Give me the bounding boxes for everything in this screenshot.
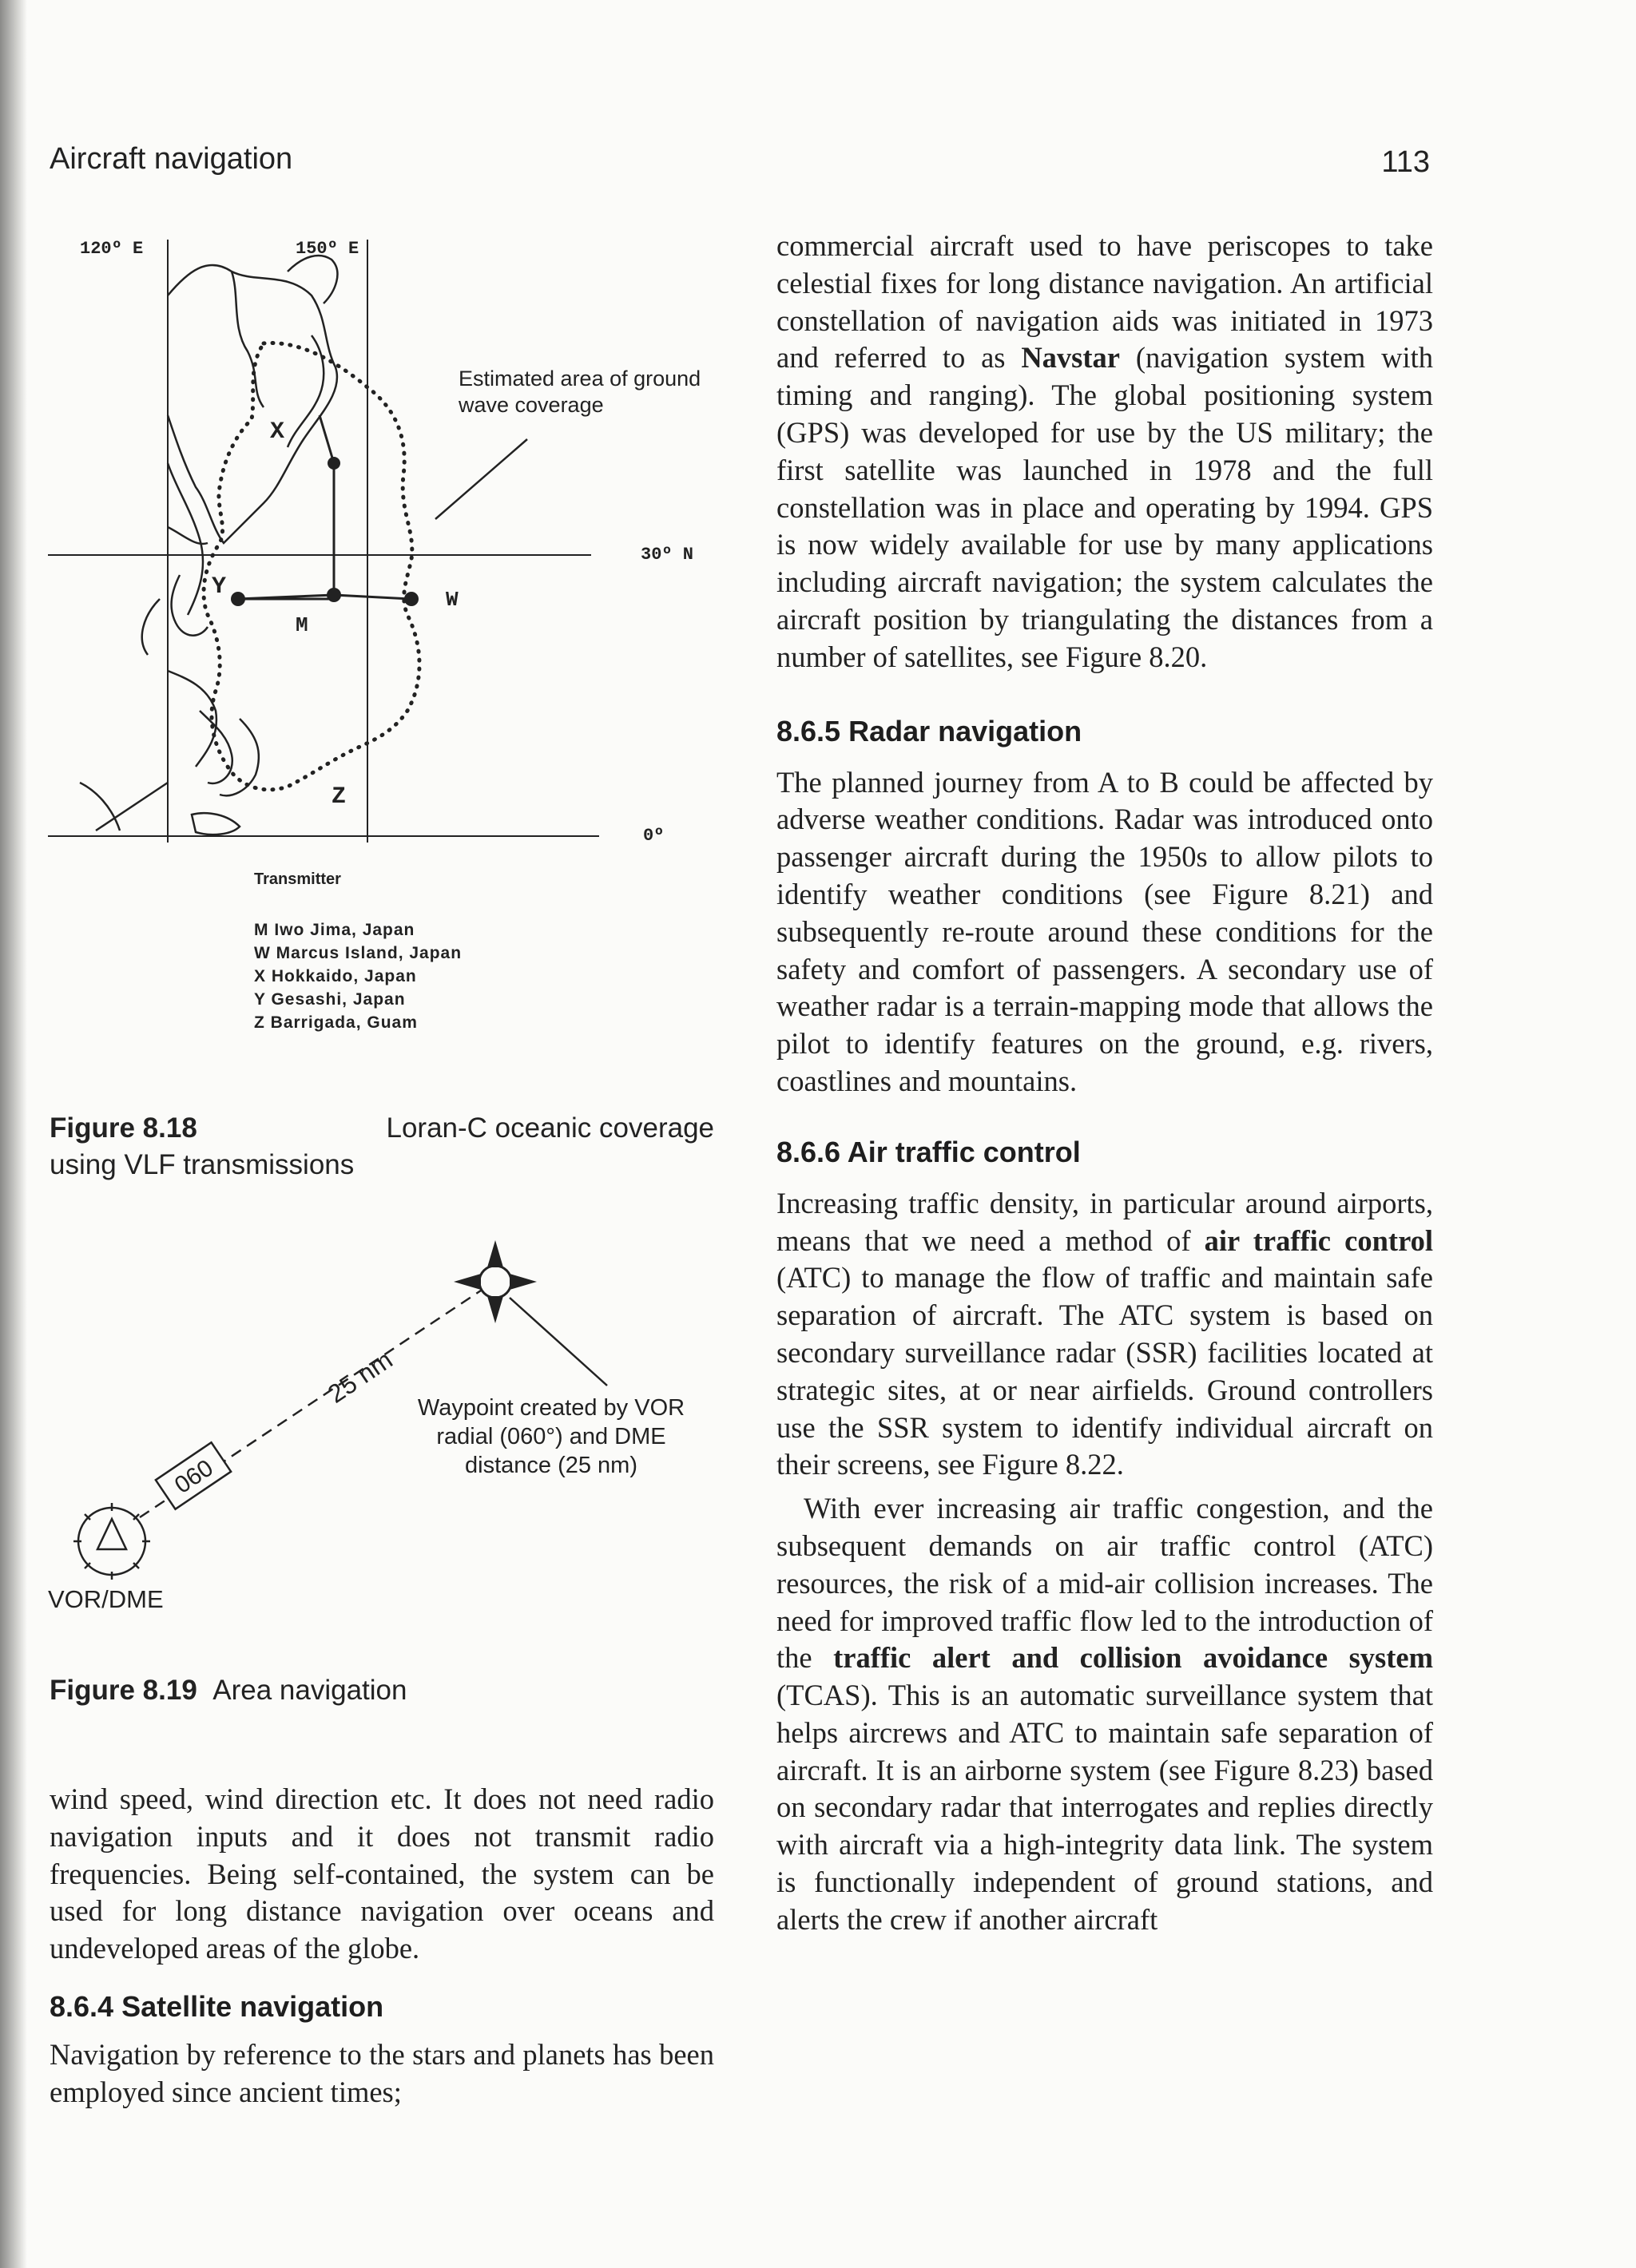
figure-8-18-caption <box>50 1110 714 1184</box>
page-gutter-shadow <box>0 0 27 2268</box>
label-150e: 150º E <box>296 239 359 259</box>
right-paragraph-4: With ever increasing air traffic congestion, and the subsequent demands on air traffic control (ATC) resources, the risk of a mid-air collision increases. The need for improved traffic flow led to the introduction of the traffic alert and collision avoidance system (TCAS). This is an automatic surveillance system that helps aircrews and ATC to maintain safe separation of aircraft. It is an airborne system (see Figure 8.23) based on secondary radar that interrogates and replies directly with aircraft via a high-integrity data link. The system is functionally independent of ground stations, and alerts the crew if another aircraft <box>776 1492 1434 1936</box>
station-w-dot <box>404 592 419 606</box>
loran-c-coverage-map <box>48 224 735 1022</box>
legend-item-y: Y Gesashi, Japan <box>254 990 406 1009</box>
station-x-dot <box>328 457 340 470</box>
station-m-dot <box>327 588 341 602</box>
station-y-label: Y <box>212 573 227 601</box>
vor-dme-label: VOR/DME <box>48 1585 164 1613</box>
label-equator: 0º <box>643 826 665 846</box>
figure-8-19-title: Area navigation <box>212 1675 407 1706</box>
right-column-text <box>776 228 1433 1939</box>
right-paragraph-2: The planned journey from A to B could be affected by adverse weather conditions. Radar was introduced onto passenger aircraft during the 1950s to allow pilots to identify weather conditions (see Figure 8.21) and subsequently re-route around these conditions for the safety and comfort of passengers. A secondary use of weather radar is a terrain-mapping mode that allows the pilot to identify features on the ground, e.g. rivers, coastlines and mountains. <box>776 765 1433 1097</box>
term-tcas: traffic alert and collision avoidance system <box>833 1641 1434 1675</box>
figure-8-18-number: Figure 8.18 <box>50 1112 197 1144</box>
station-y-dot <box>231 592 245 606</box>
right-paragraph-3: Increasing traffic density, in particular around airports, means that we need a method of air traffic control (ATC) to manage the flow of traffic and maintain safe separation of aircraft. The ATC system is based on secondary surveillance radar (SSR) facilities located at strategic sites, at or near airfields. Ground controllers use the SSR system to identify individual aircraft on their screens, see Figure 8.22. <box>776 1186 1434 1481</box>
heading-satellite-navigation: 8.6.4 Satellite navigation <box>50 1989 384 2023</box>
running-head: Aircraft navigation <box>50 142 293 176</box>
station-w-label: W <box>446 588 459 612</box>
transmitter-links <box>238 415 411 599</box>
right-paragraph-1: commercial aircraft used to have periscopes to take celestial fixes for long distance navigation. An artificial constellation of navigation aids was initiated in 1973 and referred to as Navstar (navigation system with timing and ranging). The global positioning system (GPS) was developed for use by the US military; the first satellite was launched in 1978 and the full constellation was in place and operating by 1994. GPS is now widely available for use by many applications including aircraft navigation; the system calculates the aircraft position by triangulating the distances from a number of satellites, see Figure 8.20. <box>776 229 1433 673</box>
waypoint-annotation: Waypoint created by VOR radial (060°) and DME distance (25 nm) <box>417 1395 685 1478</box>
radial-label-box <box>156 1442 231 1509</box>
legend-item-w: W Marcus Island, Japan <box>254 944 463 962</box>
waypoint-pointer <box>510 1298 607 1386</box>
term-navstar: Navstar <box>1021 341 1120 375</box>
page-number: 113 <box>1381 145 1430 179</box>
heading-radar-navigation: 8.6.5 Radar navigation <box>776 714 1082 747</box>
transmitter-legend-heading: Transmitter <box>254 870 341 888</box>
annotation-pointer <box>435 439 527 519</box>
station-z-label: Z <box>332 783 347 811</box>
left-column-text <box>50 1781 714 2111</box>
radial-label: 060 <box>169 1454 218 1499</box>
distance-label: 25 nm <box>322 1345 398 1409</box>
figure-8-19-number: Figure 8.19 <box>50 1675 197 1706</box>
legend-item-x: X Hokkaido, Japan <box>254 967 417 985</box>
coverage-annotation: Estimated area of ground wave coverage <box>459 367 701 417</box>
left-paragraph-1: wind speed, wind direction etc. It does not need radio navigation inputs and it does not transmit radio frequencies. Being self-contained, the system can be used for long distance navigation over oceans and undeveloped areas of the globe. <box>50 1782 714 1965</box>
transmitter-legend <box>254 918 462 1034</box>
heading-air-traffic-control: 8.6.6 Air traffic control <box>776 1135 1081 1168</box>
label-30n: 30º N <box>641 545 694 565</box>
station-m-label: M <box>296 613 308 637</box>
legend-item-m: M Iwo Jima, Japan <box>254 921 415 939</box>
coastline <box>80 256 337 835</box>
figure-8-19-caption <box>50 1672 714 1709</box>
label-120e: 120º E <box>80 239 144 259</box>
figure-8-18-title-line2: using VLF transmissions <box>50 1149 355 1180</box>
legend-item-z: Z Barrigada, Guam <box>254 1013 418 1032</box>
station-x-label: X <box>270 418 285 446</box>
left-paragraph-2: Navigation by reference to the stars and planets has been employed since ancient times; <box>50 2037 714 2108</box>
figure-8-18-title-line1: Loran-C oceanic coverage <box>386 1112 714 1144</box>
term-air-traffic-control: air traffic control <box>1204 1223 1434 1257</box>
vor-dme-symbol <box>73 1503 150 1580</box>
